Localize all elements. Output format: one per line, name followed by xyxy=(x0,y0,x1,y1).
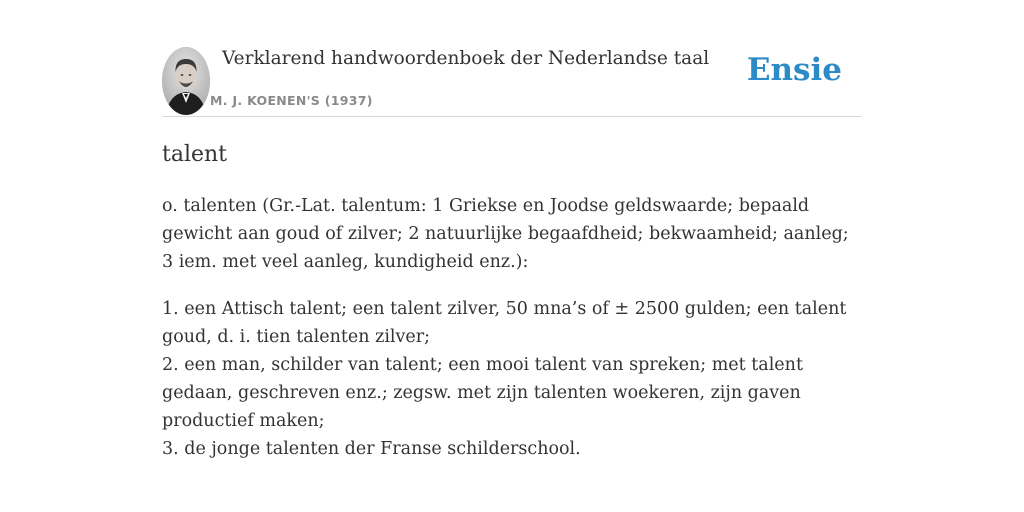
entry-definition: o. talenten (Gr.-Lat. talentum: 1 Griekse en Joodse geldswaarde; bepaald gewicht aan goud of zilver; 2 natuurlijke begaafdheid; bekwaamheid; aanleg; 3 iem. met veel aanleg, kundigheid enz.): xyxy=(162,196,849,272)
page xyxy=(162,0,862,512)
book-title: Verklarend handwoordenboek der Nederlandse taal xyxy=(222,48,710,69)
author-credit: M. J. KOENEN'S (1937) xyxy=(210,93,373,108)
headword: talent xyxy=(162,142,228,167)
author-portrait-icon xyxy=(162,47,210,115)
ensie-logo-link[interactable]: Ensie xyxy=(746,52,842,88)
portrait-image xyxy=(162,47,210,115)
sense-item: 2. een man, schilder van talent; een mooi talent van spreken; met talent gedaan, geschreven enz.; zegsw. met zijn talenten woekeren, zijn gaven productief maken; xyxy=(162,355,803,431)
sense-item: 3. de jonge talenten der Franse schilderschool. xyxy=(162,439,581,459)
sense-item: 1. een Attisch talent; een talent zilver, 50 mna’s of ± 2500 gulden; een talent goud, d. i. tien talenten zilver; xyxy=(162,299,847,347)
entry-senses xyxy=(162,295,862,463)
header xyxy=(162,46,862,117)
